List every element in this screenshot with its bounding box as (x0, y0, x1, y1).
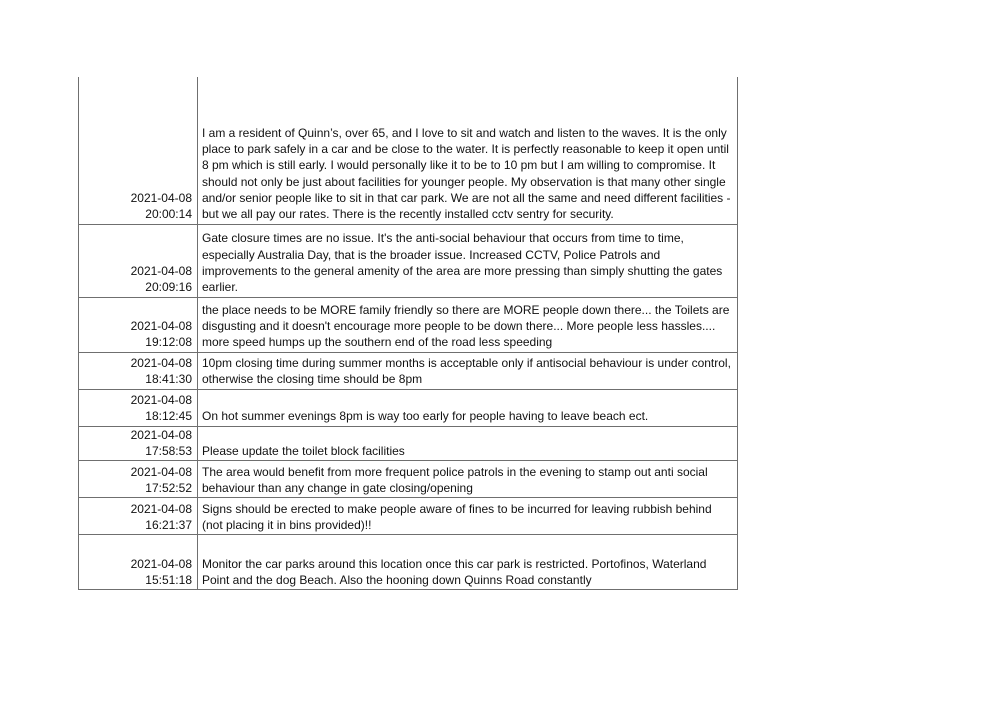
time-text: 18:41:30 (145, 372, 192, 387)
time-text: 16:21:37 (145, 517, 192, 532)
comment-text: Signs should be erected to make people aware of fines to be incurred for leaving rubbish behind (not placing it in bins provided)!! (198, 498, 738, 535)
table-row (79, 535, 738, 590)
comments-sheet (78, 77, 738, 590)
timestamp-cell (79, 426, 198, 461)
date-text: 2021-04-08 (130, 501, 192, 516)
timestamp-cell (79, 498, 198, 535)
timestamp-cell (79, 535, 198, 590)
comments-table (78, 77, 738, 590)
timestamp-cell (79, 77, 198, 224)
date-text: 2021-04-08 (130, 392, 192, 407)
timestamp-cell (79, 224, 198, 297)
comment-text: Please update the toilet block facilities (198, 426, 738, 461)
comment-text: The area would benefit from more frequent police patrols in the evening to stamp out anti social behaviour than any change in gate closing/opening (198, 461, 738, 498)
timestamp-cell (79, 352, 198, 389)
date-text: 2021-04-08 (130, 190, 192, 205)
time-text: 17:52:52 (145, 480, 192, 495)
time-text: 17:58:53 (145, 443, 192, 458)
time-text: 18:12:45 (145, 409, 192, 424)
comment-text: the place needs to be MORE family friendly so there are MORE people down there... the Toilets are disgusting and it doesn't encourage more people to be down there... More people less hassles.... more speed humps up the southern end of the road less speeding (198, 297, 738, 352)
table-row (79, 426, 738, 461)
table-row (79, 389, 738, 426)
comment-text: Monitor the car parks around this location once this car park is restricted. Portofinos, Waterland Point and the dog Beach. Also the hooning down Quinns Road constantly (198, 535, 738, 590)
timestamp-cell (79, 389, 198, 426)
timestamp-cell (79, 461, 198, 498)
date-text: 2021-04-08 (130, 263, 192, 278)
table-row (79, 224, 738, 297)
comment-text: On hot summer evenings 8pm is way too early for people having to leave beach ect. (198, 389, 738, 426)
table-row (79, 297, 738, 352)
table-row (79, 77, 738, 224)
time-text: 19:12:08 (145, 335, 192, 350)
date-text: 2021-04-08 (130, 318, 192, 333)
timestamp-cell (79, 297, 198, 352)
table-row (79, 461, 738, 498)
comment-text: Gate closure times are no issue. It's the anti-social behaviour that occurs from time to time, especially Australia Day, that is the broader issue. Increased CCTV, Police Patrols and improvements to the general amenity of the area are more pressing than simply shutting the gates earlier. (198, 224, 738, 297)
time-text: 20:00:14 (145, 207, 192, 222)
time-text: 15:51:18 (145, 572, 192, 587)
date-text: 2021-04-08 (130, 355, 192, 370)
time-text: 20:09:16 (145, 280, 192, 295)
comment-text: 10pm closing time during summer months is acceptable only if antisocial behaviour is under control, otherwise the closing time should be 8pm (198, 352, 738, 389)
date-text: 2021-04-08 (130, 464, 192, 479)
date-text: 2021-04-08 (130, 427, 192, 442)
date-text: 2021-04-08 (130, 556, 192, 571)
table-row (79, 352, 738, 389)
comment-text: I am a resident of Quinn’s, over 65, and I love to sit and watch and listen to the waves. It is the only place to park safely in a car and be close to the water. It is perfectly reasonable to keep it open until 8 pm which is still early. I would personally like it to be to 10 pm but I am willing to compromise. It should not only be just about facilities for younger people. My observation is that many other single and/or senior people like to sit in that car park. We are not all the same and need different facilities - but we all pay our rates. There is the recently installed cctv sentry for security. (198, 77, 738, 224)
table-row (79, 498, 738, 535)
